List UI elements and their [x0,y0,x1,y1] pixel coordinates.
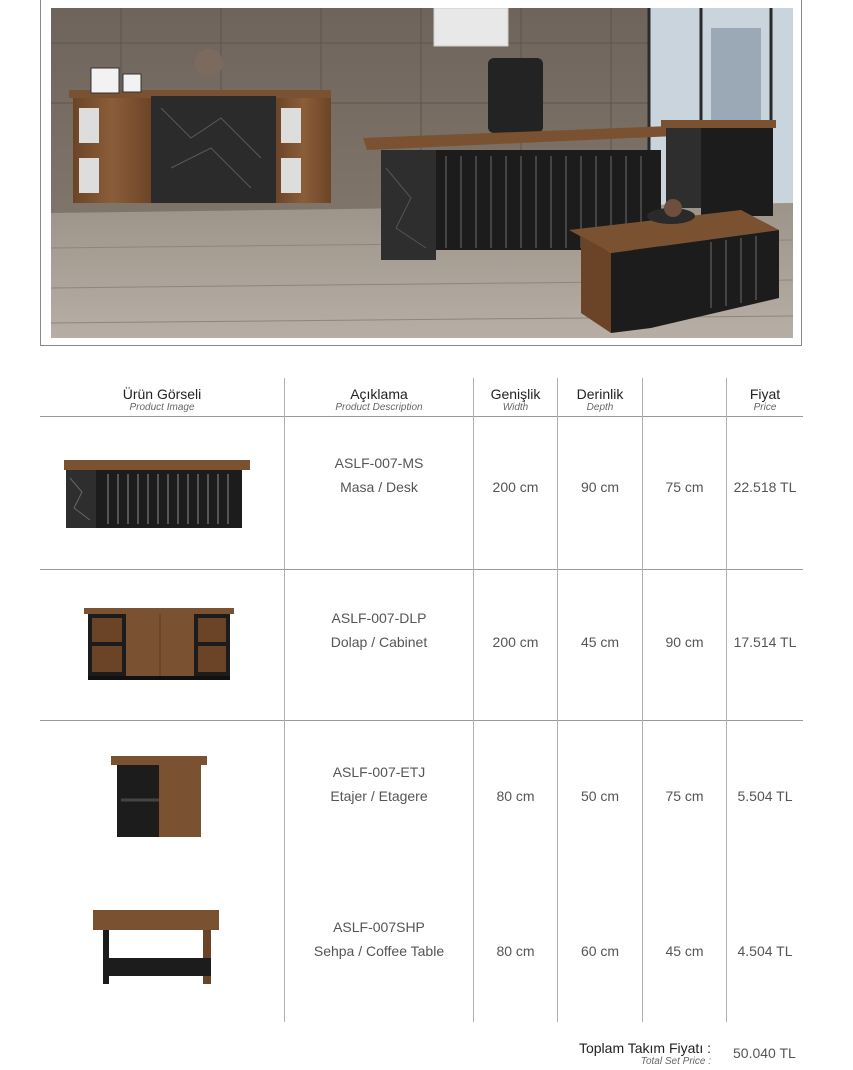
product-code: ASLF-007-DLP [331,610,427,626]
header-label: Fiyat [749,386,781,402]
header-description [285,386,473,414]
header-label: Derinlik [576,386,624,402]
row-divider [40,569,803,570]
product-code: ASLF-007-MS [334,455,424,471]
product-height: 75 cm [665,479,704,495]
product-description [285,451,473,499]
row-divider [40,720,803,721]
product-name: Dolap / Cabinet [330,634,428,650]
header-width [474,386,557,414]
coffee-table-product-image [93,910,219,986]
total-set-price-label [579,1040,711,1068]
product-code: ASLF-007-ETJ [332,764,426,780]
total-label-en: Total Set Price : [640,1056,711,1067]
total-label-tr: Toplam Takım Fiyatı : [578,1040,711,1056]
product-height: 45 cm [665,943,704,959]
cabinet-product-image [84,606,234,680]
header-price [727,386,803,414]
total-set-price-value: 50.040 TL [733,1045,796,1061]
header-sublabel: Width [502,402,529,413]
header-sublabel: Price [753,402,777,413]
product-description [285,915,473,963]
header-sublabel: Depth [586,402,614,413]
product-width: 80 cm [496,788,535,804]
header-sublabel: Product Image [129,402,195,413]
header-product-image [40,386,284,414]
product-depth: 60 cm [580,943,620,959]
product-depth: 45 cm [580,634,620,650]
product-description [285,760,473,808]
product-height: 90 cm [665,634,704,650]
product-description [285,606,473,654]
product-name: Sehpa / Coffee Table [313,943,445,959]
product-height: 75 cm [665,788,704,804]
etagere-product-image [111,754,207,840]
product-price: 5.504 TL [737,788,793,804]
product-width: 200 cm [492,634,539,650]
header-divider [40,416,803,417]
product-depth: 50 cm [580,788,620,804]
product-width: 80 cm [496,943,535,959]
product-price: 22.518 TL [733,479,797,495]
product-code: ASLF-007SHP [333,919,425,935]
product-price: 4.504 TL [737,943,793,959]
header-label: Genişlik [490,386,541,402]
header-sublabel: Product Description [335,402,423,413]
header-label: Ürün Görseli [122,386,202,402]
product-width: 200 cm [492,479,539,495]
desk-product-image [64,458,250,532]
product-name: Etajer / Etagere [330,788,428,804]
product-depth: 90 cm [580,479,620,495]
product-name: Masa / Desk [340,479,418,495]
header-label: Açıklama [350,386,408,402]
header-depth [558,386,642,414]
product-price: 17.514 TL [733,634,797,650]
